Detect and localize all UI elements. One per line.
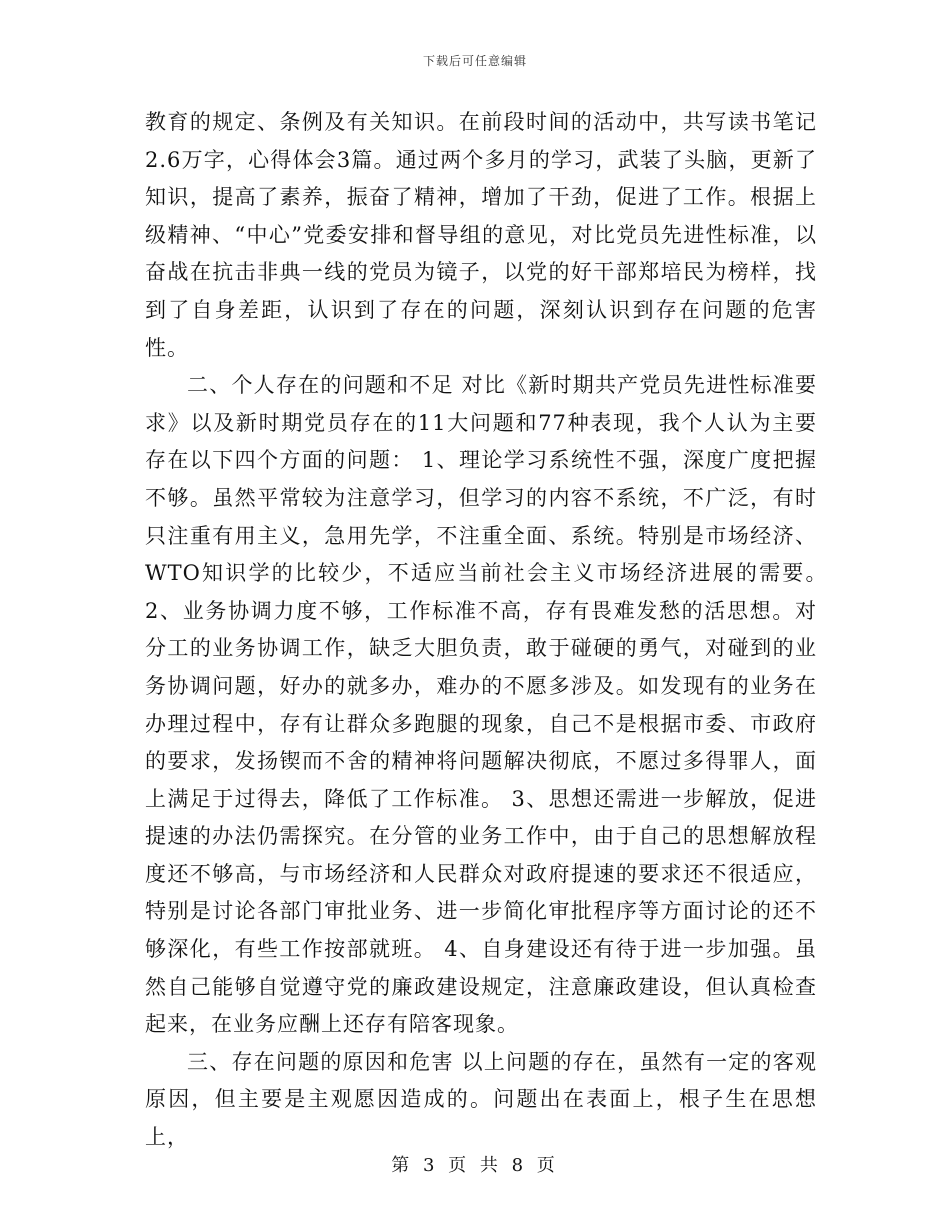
page-header: 下载后可任意编辑 (422, 54, 527, 68)
paragraph-section-two: 二、个人存在的问题和不足 对比《新时期共产党员先进性标准要求》以及新时期党员存在的11大问题和77种表现，我个人认为主要存在以下四个方面的问题： 1、理论学习系统性不强，深度广度把握不够。虽然平常较为注意学习，但学习的内容不系统，不广泛，有时只注重有用主义，急用先学，不注重全面、系统。特别是市场经济、WTO知识学的比较少，不适应当前社会主义市场经济进展的需要。 2、业务协调力度不够，工作标准不高，存有畏难发愁的活思想。对分工的业务协调工作，缺乏大胆负责，敢于碰硬的勇气，对碰到的业务协调问题，好办的就多办，难办的不愿多涉及。如发现有的业务在办理过程中，存有让群众多跑腿的现象，自己不是根据市委、市政府的要求，发扬锲而不舍的精神将问题解决彻底，不愿过多得罪人，面上满足于过得去，降低了工作标准。 3、思想还需进一步解放，促进提速的办法仍需探究。在分管的业务工作中，由于自己的思想解放程度还不够高，与市场经济和人民群众对政府提速的要求还不很适应，特别是讨论各部门审批业务、进一步简化审批程序等方面讨论的还不够深化，有些工作按部就班。 4、自身建设还有待于进一步加强。虽然自己能够自觉遵守党的廉政建设规定，注意廉政建设，但认真检查起来，在业务应酬上还存有陪客现象。 (145, 373, 861, 1037)
paragraph-section-three: 三、存在问题的原因和危害 以上问题的存在，虽然有一定的客观原因，但主要是主观愿因造成的。问题出在表面上，根子生在思想上， (145, 1049, 817, 1150)
page-footer: 第 3 页 共 8 页 (391, 1155, 559, 1176)
paragraph-continuation: 教育的规定、条例及有关知识。在前段时间的活动中，共写读书笔记2.6万字，心得体会3篇。通过两个多月的学习，武装了头脑，更新了知识，提高了素养，振奋了精神，增加了干劲，促进了工作。根据上级精神、“中心”党委安排和督导组的意见，对比党员先进性标准，以奋战在抗击非典一线的党员为镜子，以党的好干部郑培民为榜样，找到了自身差距，认识到了存在的问题，深刻认识到存在问题的危害性。 (145, 110, 817, 360)
document-body (145, 104, 861, 1157)
